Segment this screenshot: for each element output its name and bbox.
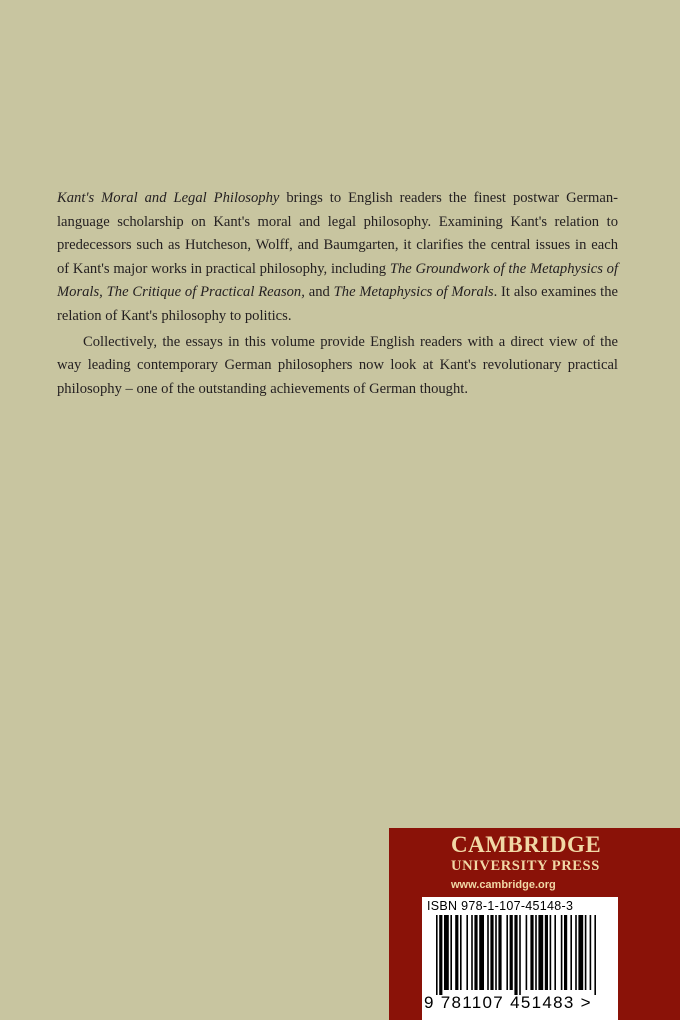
barcode-bar xyxy=(498,915,501,990)
barcode-bar xyxy=(550,915,552,990)
barcode-bar xyxy=(526,915,528,990)
barcode-bar xyxy=(495,915,497,990)
barcode-bar xyxy=(585,915,587,990)
work-title: The Metaphysics of Morals xyxy=(333,284,494,301)
barcode-bar xyxy=(474,915,477,990)
book-blurb xyxy=(57,187,618,401)
barcode-bar xyxy=(578,915,583,990)
barcode-bar xyxy=(510,915,513,990)
barcode-bar xyxy=(436,915,438,995)
barcode-bar xyxy=(519,915,521,995)
barcode-bar xyxy=(514,915,517,995)
blurb-paragraph-1 xyxy=(57,187,618,329)
barcode-bar xyxy=(570,915,572,990)
barcode-bar xyxy=(590,915,592,990)
barcode-bar xyxy=(575,915,577,990)
publisher-subname: UNIVERSITY PRESS xyxy=(451,858,600,874)
barcode-bar xyxy=(538,915,543,990)
work-title: The Groundwork of the Metaphysics of Morals, The Critique of Practical Reason, xyxy=(57,260,618,301)
blurb-paragraph-2: Collectively, the essays in this volume provide English readers with a direct view of the way leading contemporary German philosophers now look at Kant's revolutionary practical philosophy – one of the outstanding achievements of German thought. xyxy=(57,333,618,397)
publisher-box xyxy=(389,828,680,1020)
barcode-bar xyxy=(444,915,449,990)
barcode-bar xyxy=(479,915,484,990)
barcode-bar xyxy=(530,915,533,990)
barcode-bar xyxy=(561,915,563,990)
book-title: Kant's Moral and Legal Philosophy xyxy=(57,190,280,206)
barcode-bar xyxy=(545,915,548,990)
blurb-text: and xyxy=(304,284,334,301)
barcode-bar xyxy=(490,915,493,990)
barcode-bar xyxy=(455,915,458,990)
barcode-bar xyxy=(554,915,556,990)
barcode-bar xyxy=(564,915,567,990)
barcode-bar xyxy=(594,915,596,995)
isbn-label: ISBN 978-1-107-45148-3 xyxy=(427,899,574,913)
barcode-bar xyxy=(439,915,442,995)
barcode-bar xyxy=(471,915,473,990)
publisher-url: www.cambridge.org xyxy=(451,879,556,891)
barcode-panel xyxy=(422,897,618,1020)
publisher-name: CAMBRIDGE xyxy=(451,832,602,857)
barcode-bar xyxy=(460,915,462,990)
barcode-bar xyxy=(535,915,537,990)
barcode-digits: 9 781107 451483 > xyxy=(424,993,592,1012)
barcode-bar xyxy=(487,915,489,990)
barcode-bar xyxy=(466,915,468,990)
blurb-text: . It also examines the relation of Kant's philosophy to politics. xyxy=(57,284,618,324)
barcode-bar xyxy=(450,915,452,990)
blurb-text: brings to English readers the finest postwar German-language scholarship on Kant's moral and legal philosophy. Examining Kant's relation to predecessors such as Hutcheson, Wolff, and Baumgarten, it clarifies the central issues in each of Kant's major works in practical philosophy, including xyxy=(57,190,618,277)
barcode-bar xyxy=(506,915,508,990)
